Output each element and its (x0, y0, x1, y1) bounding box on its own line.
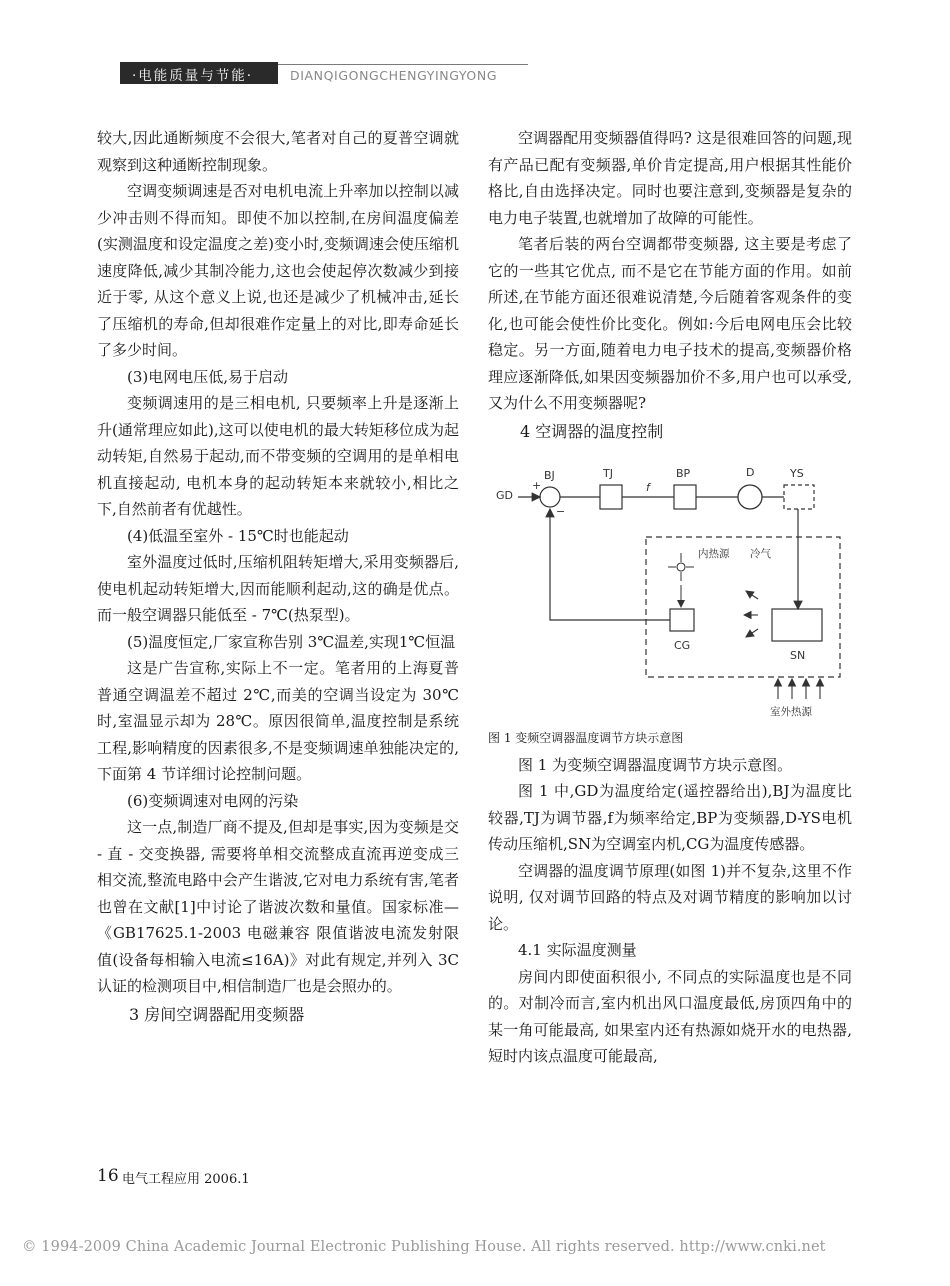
block-cg (670, 609, 694, 631)
paragraph: 这是广告宣称,实际上不一定。笔者用的上海夏普普通空调温差不超过 2℃,而美的空调当设定为 30℃时,室温显示却为 28℃。原因很简单,温度控制是系统工程,影响精度的因素很多,不是变频调速单独能决定的, 下面第 4 节详细讨论控制问题。 (97, 659, 459, 783)
comparator-bj (540, 487, 560, 507)
label-bp: BP (676, 467, 691, 480)
block-diagram (488, 449, 852, 725)
motor-d (738, 485, 762, 509)
paragraph: 图 1 中,GD为温度给定(遥控器给出),BJ为温度比较器,TJ为调节器,f为频率给定,BP为变频器,D-YS电机传动压缩机,SN为空调室内机,CG为温度传感器。 (488, 782, 852, 853)
feedback-line (550, 509, 670, 620)
label-plus: + (532, 479, 542, 492)
journal-pinyin: DIANQIGONGCHENGYINGYONG (290, 68, 498, 83)
label-tj: TJ (603, 467, 613, 480)
paragraph: 房间内即使面积很小, 不同点的实际温度也是不同的。对制冷而言,室内机出风口温度最低,房顶四角中的某一角可能最高, 如果室内还有热源如烧开水的电热器,短时内该点温度可能最高, (488, 967, 852, 1065)
block-bp (674, 485, 696, 509)
subheading: 4.1 实际温度测量 (518, 941, 637, 959)
paragraph: 笔者后装的两台空调都带变频器, 这主要是考虑了它的一些其它优点, 而不是它在节能方面的作用。如前所述,在节能方面还很难说清楚,今后随着客观条件的变化,也可能会使性价比变化。例如:今后电网电压会比较稳定。另一方面,随着电力电子技术的提高,变频器价格理应逐渐降低,如果因变频器加价不多,用户也可以承受,又为什么不用变频器呢? (488, 235, 852, 412)
label-cold-air: 冷气 (750, 548, 771, 560)
section-heading: 3 房间空调器配用变频器 (129, 1004, 305, 1024)
block-diagram-svg (488, 449, 852, 725)
label-f: f (646, 481, 650, 494)
figure-caption: 图 1 变频空调器温度调节方块示意图 (488, 731, 684, 745)
right-column (488, 125, 852, 1070)
journal-footer: 电气工程应用 2006.1 (122, 1172, 250, 1187)
label-external-heat: 室外热源 (770, 706, 812, 718)
left-column (97, 125, 459, 1030)
label-minus: − (556, 505, 566, 518)
block-tj (600, 485, 622, 509)
label-ys: YS (790, 467, 804, 480)
label-internal-heat: 内热源 (698, 548, 730, 560)
paragraph: 空调变频调速是否对电机电流上升率加以控制以减少冲击则不得而知。即使不加以控制,在房间温度偏差(实测温度和设定温度之差)变小时,变频调速会使压缩机速度降低,减少其制冷能力,这也会使起停次数减少到接近于零, 从这个意义上说,也还是减少了机械冲击,延长了压缩机的寿命,但却很难作定量上的对比,即寿命延长了多少时间。 (97, 182, 459, 359)
paragraph: 较大,因此通断频度不会很大,笔者对自己的夏普空调就观察到这种通断控制现象。 (97, 129, 459, 174)
room-boundary (646, 537, 840, 677)
subheading: (3)电网电压低,易于启动 (127, 367, 289, 386)
external-heat-arrows (778, 679, 820, 699)
block-sn (772, 609, 822, 641)
paragraph: 空调器配用变频器值得吗? 这是很难回答的问题,现有产品已配有变频器,单价肯定提高,用户根据其性能价格比,自由选择决定。同时也要注意到,变频器是复杂的电力电子装置,也就增加了故障的可能性。 (488, 129, 852, 227)
subheading: (5)温度恒定,厂家宣称告别 3℃温差,实现1℃恒温 (127, 632, 456, 651)
label-gd: GD (496, 489, 513, 502)
cold-air-arrows (744, 591, 758, 637)
label-sn: SN (790, 649, 806, 662)
paragraph: 图 1 为变频空调器温度调节方块示意图。 (518, 755, 793, 774)
section-label: ·电能质量与节能· (132, 68, 254, 84)
paragraph: 室外温度过低时,压缩机阻转矩增大,采用变频器后,使电机起动转矩增大,因而能顺利起动,这的确是优点。而一般空调器只能低至 - 7℃(热泵型)。 (97, 553, 459, 624)
section-heading: 4 空调器的温度控制 (520, 421, 664, 441)
label-cg: CG (674, 639, 691, 652)
internal-heat-icon (668, 553, 694, 581)
paragraph: 空调器的温度调节原理(如图 1)并不复杂,这里不作说明, 仅对调节回路的特点及对调节精度的影响加以讨论。 (488, 861, 852, 933)
block-ys (784, 485, 814, 509)
copyright-notice: © 1994-2009 China Academic Journal Electronic Publishing House. All rights reserved. http://www.cnki.net (22, 1239, 826, 1255)
subheading: (4)低温至室外 - 15℃时也能起动 (127, 526, 349, 545)
page-number: 16 (97, 1166, 119, 1186)
label-d: D (746, 466, 755, 479)
paragraph: 变频调速用的是三相电机, 只要频率上升是逐渐上升(通常理应如此),这可以使电机的最大转矩移位成为起动转矩,自然易于起动,而不带变频的空调用的是单相电机直接起动, 电机本身的起动转矩本来就较小,相比之下,自然前者有优越性。 (97, 394, 459, 518)
label-bj: BJ (544, 469, 555, 482)
subheading: (6)变频调速对电网的污染 (127, 791, 299, 810)
paragraph: 这一点,制造厂商不提及,但却是事实,因为变频是交 - 直 - 交变换器, 需要将单相交流整成直流再逆变成三相交流,整流电路中会产生谐波,它对电力系统有害,笔者也曾在文献[1]中讨论了谐波次数和量值。国家标准—《GB17625.1-2003 电磁兼容 限值谐波电流发射限值(设备每相输入电流≤16A)》对此有规定,并列入 3C认证的检测项目中,相信制造厂也是会照办的。 (97, 818, 459, 995)
